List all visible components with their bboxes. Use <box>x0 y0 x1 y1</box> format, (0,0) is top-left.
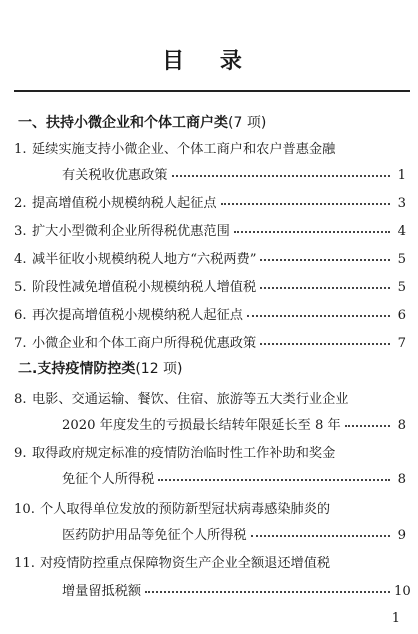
entry-number: 10. <box>14 502 35 517</box>
toc-entry[interactable] <box>14 388 406 407</box>
entry-page: 8 <box>397 472 406 487</box>
leader-dots <box>251 535 390 537</box>
entry-text: 免征个人所得税 <box>62 472 155 487</box>
entry-text: 阶段性减免增值税小规模纳税人增值税 <box>32 280 257 295</box>
toc-entry-continued[interactable] <box>62 524 406 543</box>
toc-title: 目 录 <box>162 49 256 74</box>
entry-text: 提高增值税小规模纳税人起征点 <box>32 196 217 211</box>
entry-text: 延续实施支持小微企业、个体工商户和农户普惠金融 <box>32 142 336 157</box>
section-label: 一、扶持小微企业和个体工商户类 <box>18 115 228 131</box>
entry-number: 4. <box>14 252 27 267</box>
leader-dots <box>260 259 390 261</box>
leader-dots <box>145 591 390 593</box>
section-count: (12 项) <box>135 361 183 377</box>
toc-entry-continued[interactable] <box>62 164 406 183</box>
entry-page: 5 <box>397 280 406 295</box>
entry-number: 8. <box>14 392 27 407</box>
entry-page: 4 <box>397 224 406 239</box>
toc-entry-continued[interactable] <box>62 468 406 487</box>
section-label: 二.支持疫情防控类 <box>18 361 136 377</box>
page-number: 1 <box>391 611 400 626</box>
entry-text: 2020 年度发生的亏损最长结转年限延长至 8 年 <box>62 418 341 433</box>
entry-page: 7 <box>397 336 406 351</box>
toc-entry[interactable] <box>14 138 406 157</box>
entry-text: 医药防护用品等免征个人所得税 <box>62 528 247 543</box>
leader-dots <box>234 231 390 233</box>
entry-number: 5. <box>14 280 27 295</box>
entry-page: 8 <box>397 418 406 433</box>
entry-page: 1 <box>397 168 406 183</box>
entry-page: 10 <box>394 584 411 599</box>
toc-entry[interactable] <box>14 332 406 351</box>
entry-number: 1. <box>14 142 27 157</box>
toc-entry[interactable] <box>14 248 406 267</box>
section-count: (7 项) <box>228 115 267 131</box>
toc-entry[interactable] <box>14 552 406 571</box>
entry-page: 6 <box>397 308 406 323</box>
entry-text: 减半征收小规模纳税人地方“六税两费” <box>32 252 257 267</box>
leader-dots <box>172 175 391 177</box>
entry-number: 3. <box>14 224 27 239</box>
entry-text: 再次提高增值税小规模纳税人起征点 <box>32 308 243 323</box>
leader-dots <box>221 203 390 205</box>
entry-page: 3 <box>397 196 406 211</box>
toc-entry[interactable] <box>14 498 406 517</box>
entry-text: 取得政府规定标准的疫情防治临时性工作补助和奖金 <box>32 446 336 461</box>
toc-entry-continued[interactable] <box>62 580 411 599</box>
title-rule <box>14 90 410 92</box>
entry-text: 有关税收优惠政策 <box>62 168 168 183</box>
entry-text: 扩大小型微利企业所得税优惠范围 <box>32 224 230 239</box>
leader-dots <box>158 479 390 481</box>
toc-entry[interactable] <box>14 276 406 295</box>
entry-number: 2. <box>14 196 27 211</box>
leader-dots <box>345 425 390 427</box>
toc-entry[interactable] <box>14 220 406 239</box>
entry-number: 11. <box>14 556 35 571</box>
section-heading-1 <box>18 112 266 132</box>
entry-text: 小微企业和个体工商户所得税优惠政策 <box>32 336 257 351</box>
entry-page: 5 <box>397 252 406 267</box>
leader-dots <box>260 287 390 289</box>
entry-number: 6. <box>14 308 27 323</box>
toc-entry-continued[interactable] <box>62 414 406 433</box>
leader-dots <box>260 343 390 345</box>
toc-entry[interactable] <box>14 442 406 461</box>
entry-number: 9. <box>14 446 27 461</box>
entry-number: 7. <box>14 336 27 351</box>
entry-text: 增量留抵税额 <box>62 584 142 599</box>
toc-entry[interactable] <box>14 304 406 323</box>
entry-page: 9 <box>397 528 406 543</box>
entry-text: 个人取得单位发放的预防新型冠状病毒感染肺炎的 <box>40 502 331 517</box>
entry-text: 电影、交通运输、餐饮、住宿、旅游等五大类行业企业 <box>32 392 349 407</box>
toc-entry[interactable] <box>14 192 406 211</box>
leader-dots <box>247 315 390 317</box>
entry-text: 对疫情防控重点保障物资生产企业全额退还增值税 <box>40 556 331 571</box>
section-heading-2 <box>18 358 183 378</box>
